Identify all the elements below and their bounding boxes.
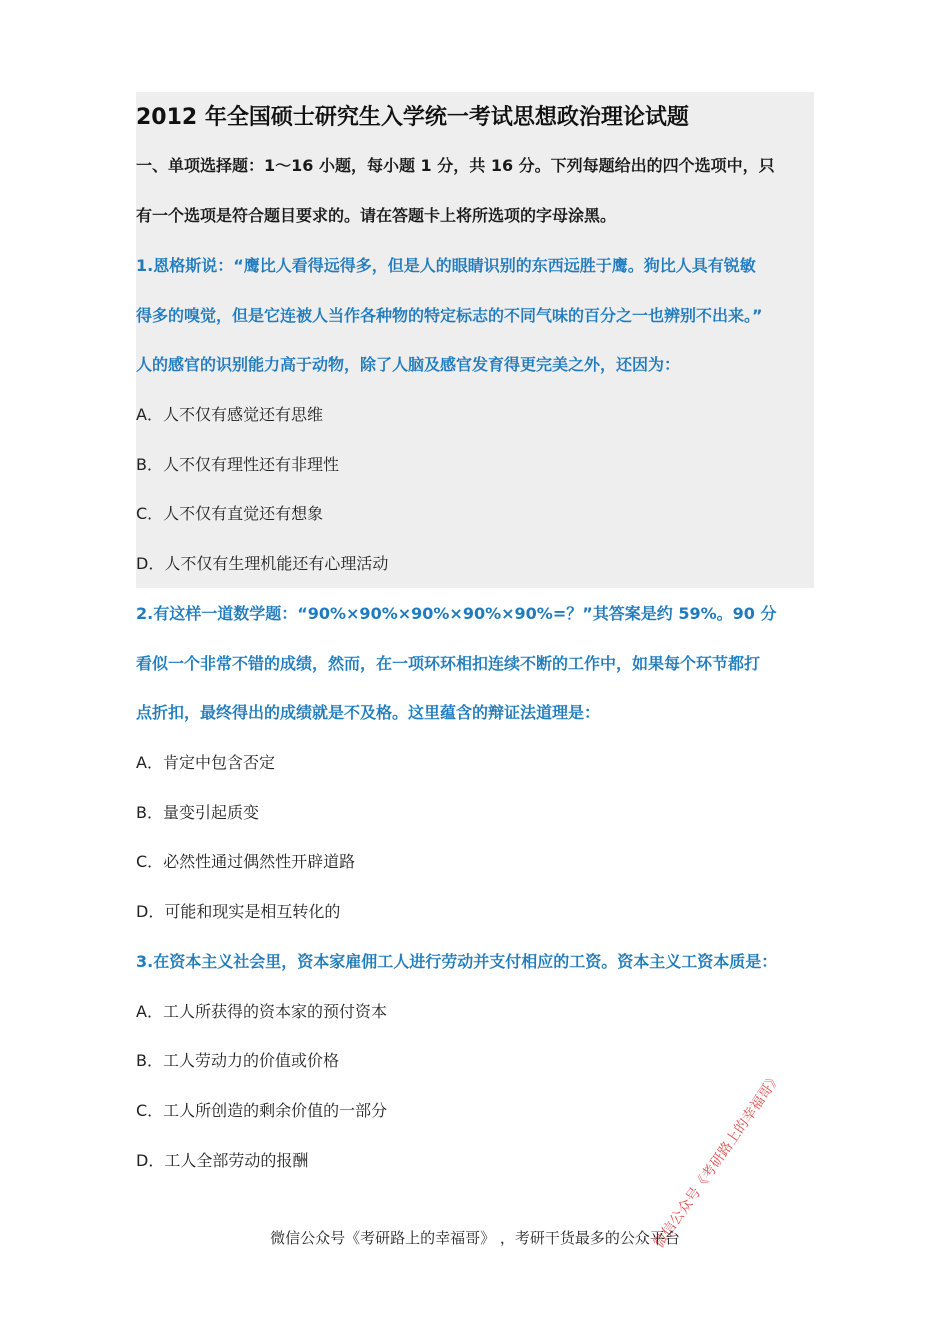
q1-option-a: A．人不仅有感觉还有思维 (136, 405, 323, 424)
q2-option-d: D．可能和现实是相互转化的 (136, 902, 341, 921)
q2-option-b: B．量变引起质变 (136, 803, 259, 822)
q1-option-b: B．人不仅有理性还有非理性 (136, 455, 339, 474)
section-instructions-line-2: 有一个选项是符合题目要求的。请在答题卡上将所选项的字母涂黑。 (136, 206, 617, 225)
q1-stem-line-1: 1.恩格斯说：“鹰比人看得远得多，但是人的眼睛识别的东西远胜于鹰。狗比人具有锐敏 (136, 256, 756, 275)
q3-option-b: B．工人劳动力的价值或价格 (136, 1051, 339, 1070)
q1-stem-line-2: 得多的嗅觉，但是它连被人当作各种物的特定标志的不同气味的百分之一也辨别不出来。” (136, 306, 763, 325)
page-footer: 微信公众号《考研路上的幸福哥》 ，考研干货最多的公众平台 (270, 1229, 680, 1247)
q3-option-d: D．工人全部劳动的报酬 (136, 1151, 309, 1170)
q2-stem-line-3: 点折扣，最终得出的成绩就是不及格。这里蕴含的辩证法道理是： (136, 703, 601, 722)
q1-option-d: D．人不仅有生理机能还有心理活动 (136, 554, 389, 573)
q2-stem-line-1: 2.有这样一道数学题：“90%×90%×90%×90%×90%=？”其答案是约 59%。90 分 (136, 604, 777, 623)
q2-option-a: A．肯定中包含否定 (136, 753, 275, 772)
q1-option-c: C．人不仅有直觉还有想象 (136, 504, 324, 523)
q1-stem-line-3: 人的感官的识别能力高于动物，除了人脑及感官发育得更完美之外，还因为： (136, 355, 681, 374)
section-instructions-line-1: 一、单项选择题：1～16 小题，每小题 1 分，共 16 分。下列每题给出的四个选项中，只 (136, 156, 775, 175)
q2-stem-line-2: 看似一个非常不错的成绩，然而，在一项环环相扣连续不断的工作中，如果每个环节都打 (136, 654, 761, 673)
q3-stem-line-1: 3.在资本主义社会里，资本家雇佣工人进行劳动并支付相应的工资。资本主义工资本质是： (136, 952, 778, 971)
watermark-text: 微信公众号《考研路上的幸福哥》 (651, 1069, 785, 1252)
q3-option-c: C．工人所创造的剩余价值的一部分 (136, 1101, 388, 1120)
q3-option-a: A．工人所获得的资本家的预付资本 (136, 1002, 387, 1021)
q2-option-c: C．必然性通过偶然性开辟道路 (136, 852, 356, 871)
page-title: 2012 年全国硕士研究生入学统一考试思想政治理论试题 (136, 105, 689, 130)
